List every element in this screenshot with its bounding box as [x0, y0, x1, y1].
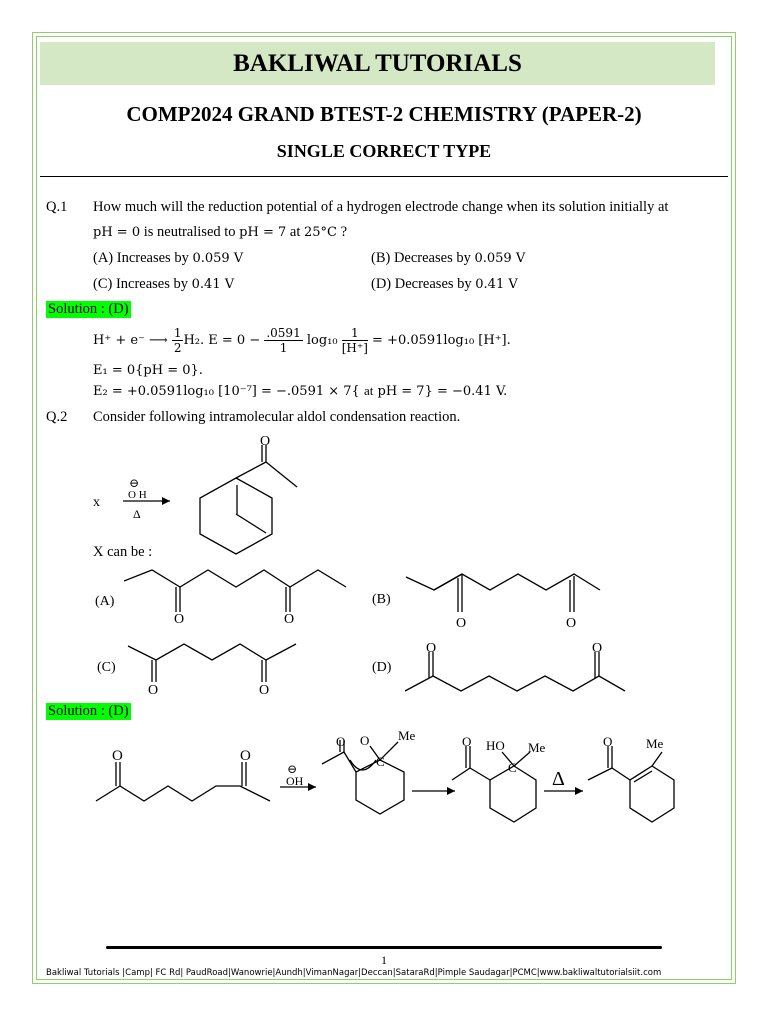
option-c-o1: O: [148, 683, 159, 698]
mech-int1-o2: O: [360, 733, 370, 748]
option-b-chain: [406, 574, 600, 590]
q1-option-c: (C) Increases by 0.41 V: [93, 276, 235, 292]
mech-int2-c: C: [508, 760, 517, 775]
option-c-label: (C): [97, 660, 116, 675]
q1-number: Q.1: [46, 199, 68, 215]
mech-int2-o: O: [462, 734, 472, 749]
footer-address: Bakliwal Tutorials |Camp| FC Rd| PaudRoad|Wanowrie|Aundh|VimanNagar|Deccan|SataraRd|Pimple Saudagar|PCMC|www.bakliwaltutorialsiit.com: [46, 968, 662, 978]
final-cyclohexene-ring: [630, 766, 674, 822]
option-a-label: (A): [95, 594, 115, 609]
reactant-label: x: [93, 495, 100, 510]
half-fraction: $\frac{1}{2}$: [173, 326, 182, 355]
x-can-be-text: X can be :: [93, 544, 153, 560]
brand-banner: BAKLIWAL TUTORIALS: [40, 42, 715, 85]
option-c-chain: [128, 644, 296, 660]
q1-temperature: 25°C: [303, 225, 337, 240]
q2-number: Q.2: [46, 409, 68, 425]
q2-text: Consider following intramolecular aldol condensation reaction.: [93, 409, 461, 425]
option-a-chain: [124, 570, 346, 587]
mechanism-diketone: [96, 786, 270, 801]
q1-solution-line1: H⁺ + e⁻ ⟶ $\frac{1}{2}$ H₂. E = 0 − $\frac{.0591}{1}$ log₁₀ $\frac{1}{[H^+]}$ = +0.0591log₁₀ [H⁺].: [93, 326, 511, 355]
mech-int1-o1: O: [336, 734, 346, 749]
q2-solution-label: Solution : (D): [48, 703, 129, 719]
reagent-charge: ⊖: [129, 476, 140, 490]
mech-reagent-charge: ⊖: [287, 762, 298, 776]
q1-ph-initial: pH = 0: [93, 225, 141, 240]
mech-final-o: O: [603, 734, 613, 749]
option-a-o1: O: [174, 612, 185, 627]
option-a-o2: O: [284, 612, 295, 627]
option-b-o2: O: [566, 616, 577, 631]
q1-option-b: (B) Decreases by 0.059 V: [371, 250, 526, 266]
mech-int1-c: C: [376, 754, 385, 769]
mech-final-me: Me: [646, 736, 664, 751]
mech-o2: O: [240, 748, 251, 764]
reagent-label: O H: [128, 489, 147, 501]
cyclohexene-ring: [200, 478, 272, 554]
q1-text-mid: is neutralised to: [140, 224, 240, 240]
mech-int1-me: Me: [398, 728, 416, 743]
option-d-chain: [405, 676, 625, 691]
option-d-label: (D): [372, 660, 392, 675]
option-b-label: (B): [372, 592, 391, 607]
heat-label: Δ: [133, 507, 141, 521]
q1-ph-final: pH = 7: [239, 225, 287, 240]
q1-solution-label: Solution : (D): [48, 301, 129, 317]
mech-heat: Δ: [552, 768, 565, 790]
product-o-label: O: [260, 434, 271, 449]
section-title: SINGLE CORRECT TYPE: [276, 141, 492, 161]
mech-reagent: OH: [286, 774, 304, 788]
footer-divider: [106, 946, 662, 949]
option-c-o2: O: [259, 683, 270, 698]
q1-text-end: ?: [336, 224, 348, 240]
q1-solution-line2: E₁ = 0{pH = 0}.: [93, 363, 203, 378]
page-number: 1: [381, 953, 387, 967]
q1-text-at: at: [286, 224, 304, 240]
q1-option-d: (D) Decreases by 0.41 V: [371, 276, 518, 292]
mech-int2-me: Me: [528, 740, 546, 755]
option-b-o1: O: [456, 616, 467, 631]
q1-option-a: (A) Increases by 0.059 V: [93, 250, 244, 266]
option-d-o1: O: [426, 641, 437, 656]
q1-text-line1: How much will the reduction potential of a hydrogen electrode change when its solution initially at: [93, 199, 669, 215]
q1-solution-line3: E₂ = +0.0591log₁₀ [10⁻⁷] = −.0591 × 7{ at pH = 7} = −0.41 V.: [93, 383, 508, 399]
concentration-fraction: $\frac{1}{[H^+]}$: [341, 326, 368, 355]
option-d-o2: O: [592, 641, 603, 656]
mech-int2-ho: HO: [486, 738, 505, 753]
mech-o1: O: [112, 748, 123, 764]
nernst-fraction: $\frac{.0591}{1}$: [266, 326, 301, 355]
exam-title: COMP2024 GRAND BTEST-2 CHEMISTRY (PAPER-2): [126, 102, 642, 126]
